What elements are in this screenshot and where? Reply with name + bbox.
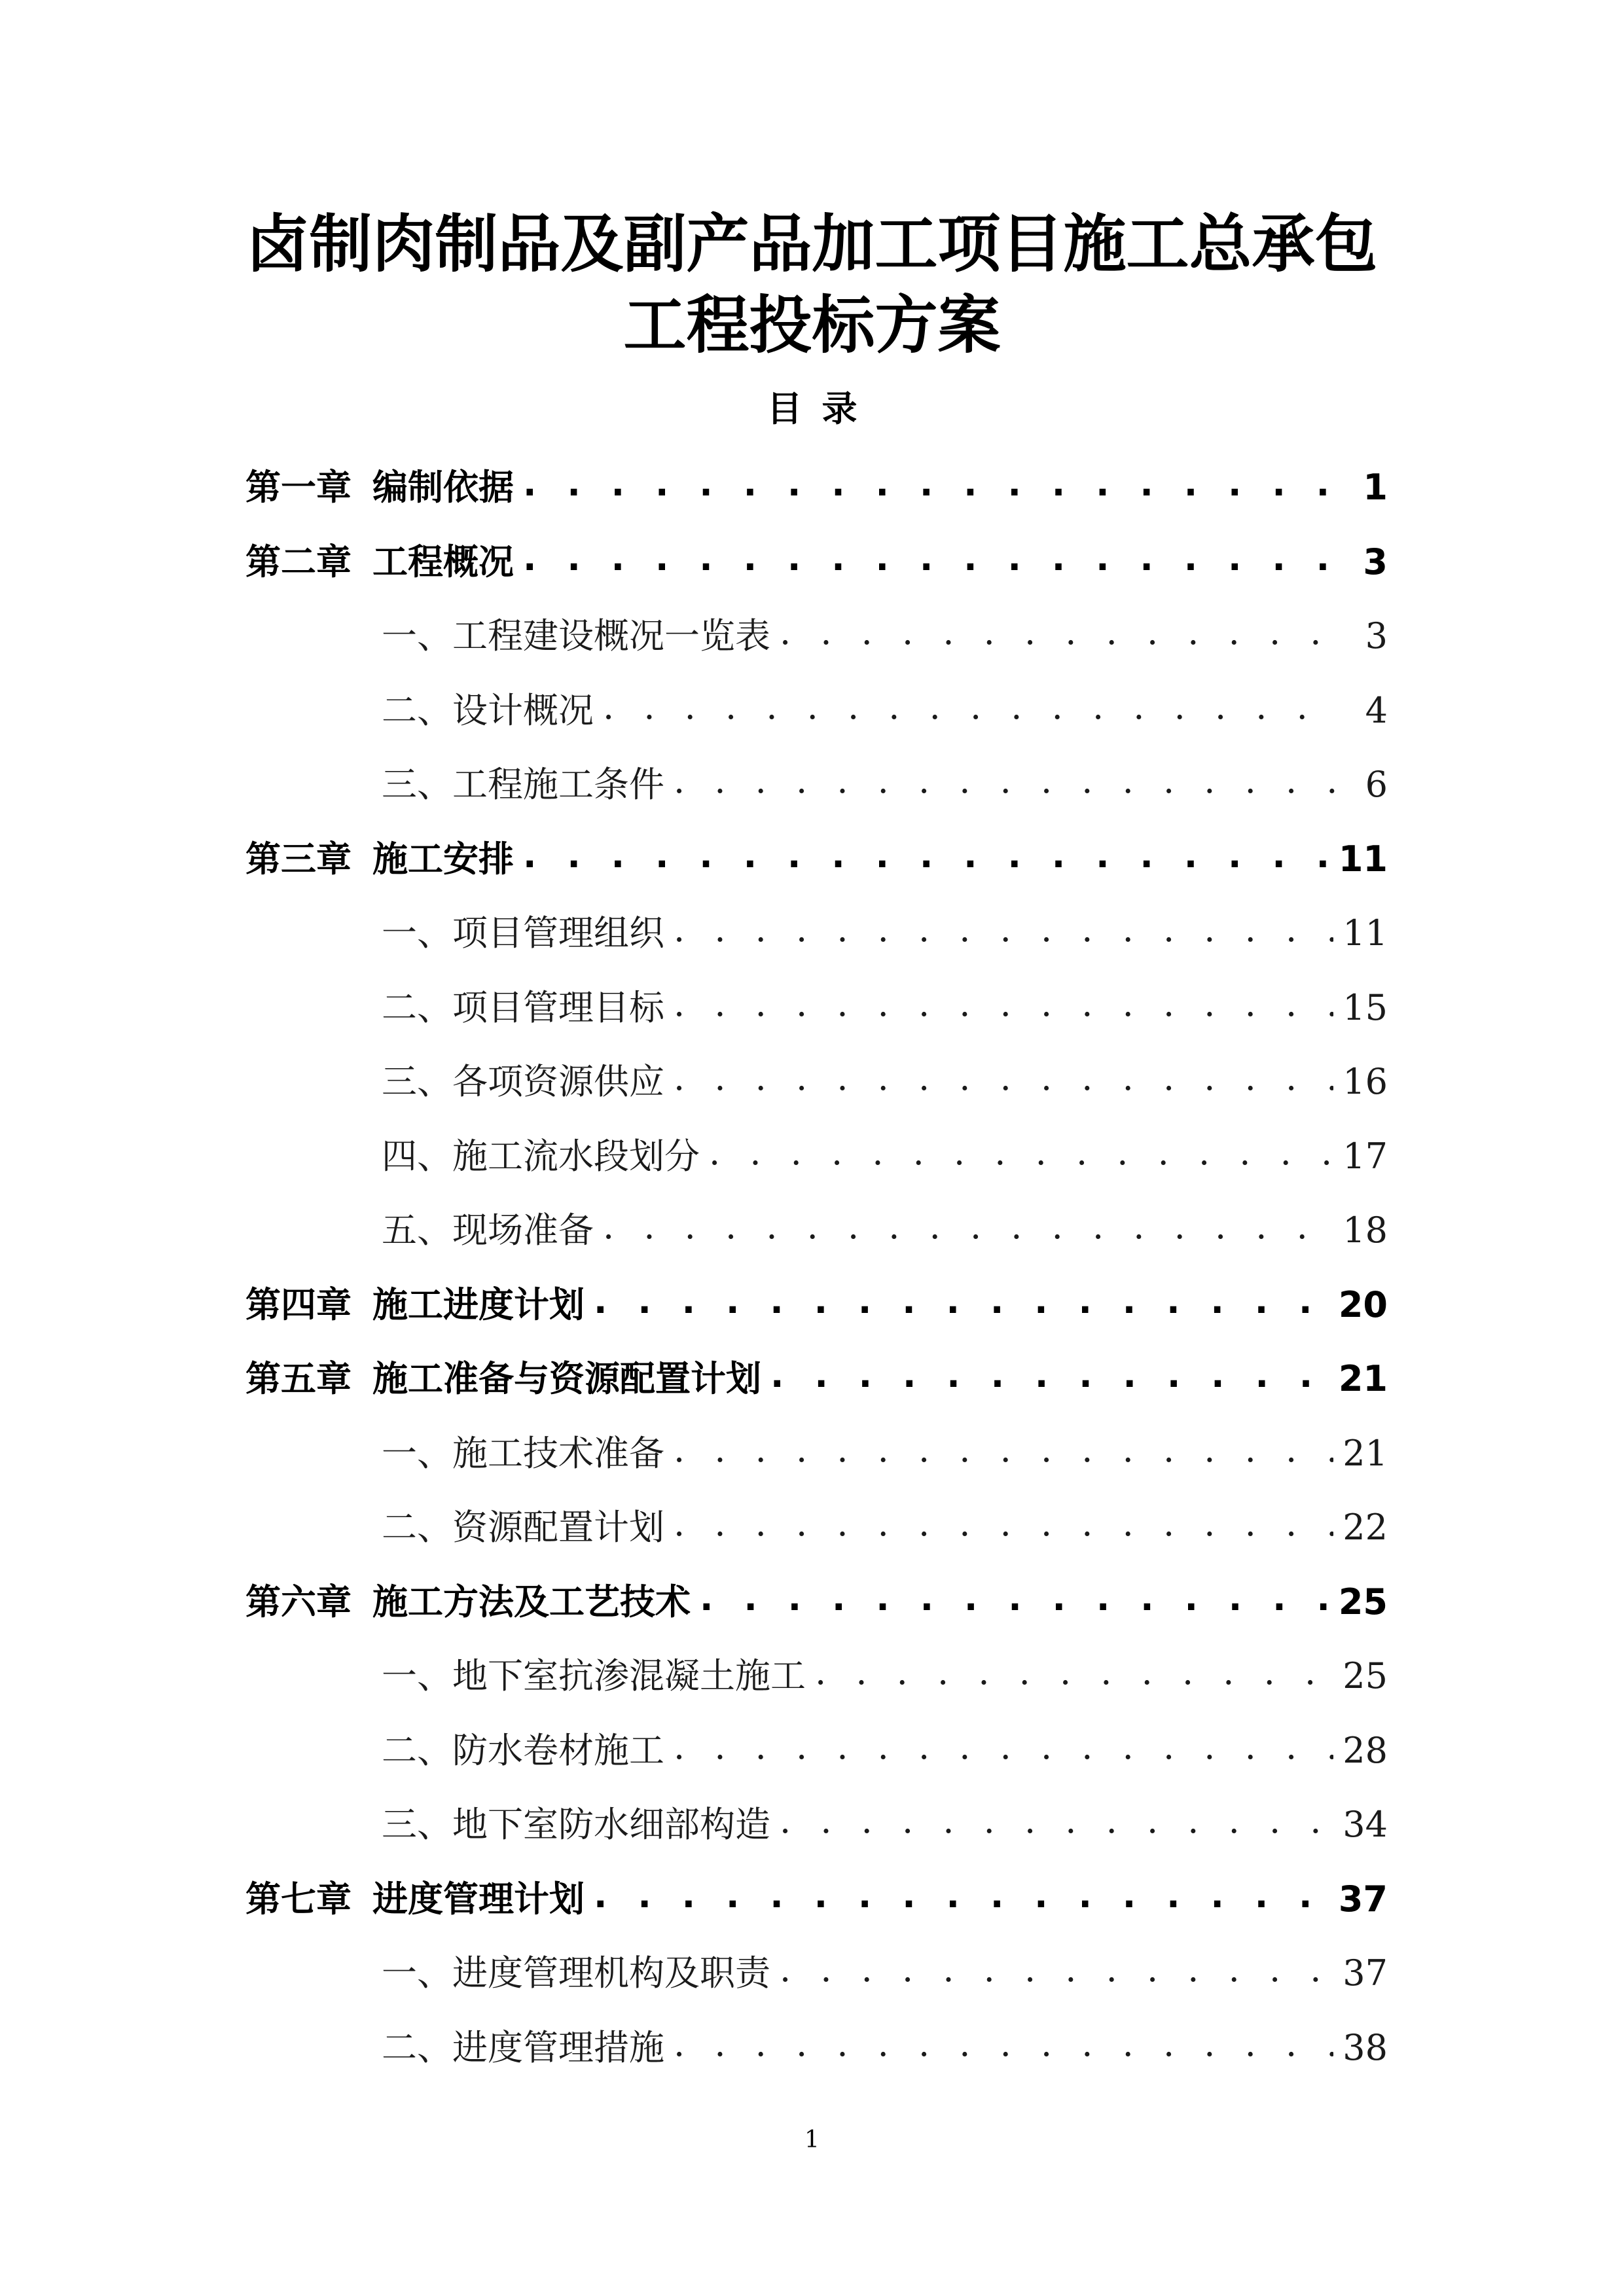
toc-section-entry[interactable] bbox=[245, 747, 1388, 822]
toc-page-number: 25 bbox=[1338, 1581, 1388, 1623]
toc-section-entry[interactable] bbox=[245, 1713, 1388, 1788]
toc-page-number: 1 bbox=[1363, 467, 1388, 508]
toc-dot-leader bbox=[523, 446, 1339, 521]
toc-page-number: 22 bbox=[1343, 1507, 1388, 1548]
toc-chapter-entry[interactable] bbox=[245, 1342, 1388, 1416]
toc-page-number: 16 bbox=[1343, 1061, 1388, 1102]
toc-entry-label: 二、设计概况 bbox=[382, 689, 594, 731]
toc-dot-leader bbox=[603, 670, 1339, 744]
toc-page-number: 21 bbox=[1343, 1432, 1388, 1474]
toc-section-entry[interactable] bbox=[245, 1639, 1388, 1713]
toc-section-entry[interactable] bbox=[245, 1045, 1388, 1119]
toc-chapter-entry[interactable] bbox=[245, 1565, 1388, 1640]
toc-page-number: 6 bbox=[1365, 764, 1388, 805]
toc-page-number: 18 bbox=[1343, 1210, 1388, 1251]
toc-dot-leader bbox=[674, 744, 1339, 818]
toc-section-entry[interactable] bbox=[245, 1119, 1388, 1194]
toc-page-number: 11 bbox=[1338, 838, 1388, 880]
toc-entry-label: 四、施工流水段划分 bbox=[382, 1135, 700, 1177]
toc-entry-label: 工程概况 bbox=[372, 541, 514, 583]
toc-dot-leader bbox=[523, 521, 1339, 596]
toc-dot-leader bbox=[709, 1115, 1333, 1190]
toc-section-entry[interactable] bbox=[245, 1490, 1388, 1565]
toc-section-entry[interactable] bbox=[245, 1416, 1388, 1491]
toc-page-number: 17 bbox=[1343, 1135, 1388, 1177]
toc-section-entry[interactable] bbox=[245, 599, 1388, 673]
toc-entry-label: 三、地下室防水细部构造 bbox=[382, 1804, 770, 1845]
toc-entry-label: 二、项目管理目标 bbox=[382, 986, 664, 1028]
document-title-line-2: 工程投标方案 bbox=[623, 289, 1001, 362]
toc-entry-label: 进度管理计划 bbox=[372, 1878, 585, 1920]
toc-page-number: 37 bbox=[1338, 1878, 1388, 1920]
toc-entry-label: 一、工程建设概况一览表 bbox=[382, 615, 770, 656]
toc-chapter-number: 第六章 bbox=[245, 1581, 352, 1623]
toc-entry-label: 三、工程施工条件 bbox=[382, 764, 664, 805]
toc-entry-label: 施工准备与资源配置计划 bbox=[372, 1358, 761, 1399]
toc-entry-label: 二、资源配置计划 bbox=[382, 1507, 664, 1548]
toc-section-entry[interactable] bbox=[245, 1936, 1388, 2011]
toc-dot-leader bbox=[523, 818, 1329, 893]
document-title-line-1: 卤制肉制品及副产品加工项目施工总承包 bbox=[246, 207, 1378, 281]
toc-dot-leader bbox=[603, 1189, 1333, 1264]
toc-heading: 目录 bbox=[767, 388, 877, 429]
toc-entry-label: 二、防水卷材施工 bbox=[382, 1729, 664, 1771]
toc-chapter-entry[interactable] bbox=[245, 1268, 1388, 1342]
toc-entry-label: 二、进度管理措施 bbox=[382, 2026, 664, 2068]
toc-section-entry[interactable] bbox=[245, 1787, 1388, 1862]
toc-page-number: 3 bbox=[1363, 541, 1388, 583]
toc-entry-label: 五、现场准备 bbox=[382, 1210, 594, 1251]
toc-section-entry[interactable] bbox=[245, 971, 1388, 1045]
toc-page-number: 25 bbox=[1343, 1655, 1388, 1696]
toc-page-number: 37 bbox=[1343, 1952, 1388, 1994]
toc-entry-label: 一、进度管理机构及职责 bbox=[382, 1952, 770, 1994]
toc-dot-leader bbox=[674, 1041, 1333, 1115]
toc-entry-label: 施工方法及工艺技术 bbox=[372, 1581, 691, 1623]
table-of-contents bbox=[245, 450, 1388, 2085]
toc-page-number: 34 bbox=[1343, 1804, 1388, 1845]
toc-dot-leader bbox=[780, 1932, 1333, 2007]
toc-entry-label: 施工进度计划 bbox=[372, 1283, 585, 1325]
toc-page-number: 4 bbox=[1365, 689, 1388, 731]
toc-section-entry[interactable] bbox=[245, 1193, 1388, 1268]
toc-entry-label: 编制依据 bbox=[372, 467, 514, 508]
toc-entry-label: 一、项目管理组织 bbox=[382, 912, 664, 954]
toc-chapter-entry[interactable] bbox=[245, 450, 1388, 525]
toc-page-number: 20 bbox=[1338, 1283, 1388, 1325]
toc-entry-label: 一、施工技术准备 bbox=[382, 1432, 664, 1474]
toc-chapter-number: 第三章 bbox=[245, 838, 352, 880]
toc-page-number: 21 bbox=[1338, 1358, 1388, 1399]
toc-page-number: 15 bbox=[1343, 986, 1388, 1028]
toc-dot-leader bbox=[594, 1264, 1329, 1338]
toc-section-entry[interactable] bbox=[245, 673, 1388, 748]
toc-dot-leader bbox=[674, 1412, 1333, 1487]
toc-section-entry[interactable] bbox=[245, 2011, 1388, 2085]
toc-page-number: 3 bbox=[1365, 615, 1388, 656]
toc-chapter-number: 第二章 bbox=[245, 541, 352, 583]
toc-page-number: 11 bbox=[1343, 912, 1388, 954]
toc-dot-leader bbox=[700, 1561, 1329, 1636]
toc-dot-leader bbox=[815, 1635, 1333, 1710]
toc-chapter-number: 第一章 bbox=[245, 467, 352, 508]
toc-chapter-entry[interactable] bbox=[245, 822, 1388, 897]
toc-page-number: 38 bbox=[1343, 2026, 1388, 2068]
toc-dot-leader bbox=[594, 1858, 1329, 1933]
toc-dot-leader bbox=[780, 1784, 1333, 1858]
toc-dot-leader bbox=[674, 967, 1333, 1041]
toc-chapter-number: 第四章 bbox=[245, 1283, 352, 1325]
toc-dot-leader bbox=[674, 892, 1333, 967]
toc-page-number: 28 bbox=[1343, 1729, 1388, 1771]
toc-chapter-number: 第五章 bbox=[245, 1358, 352, 1399]
toc-section-entry[interactable] bbox=[245, 896, 1388, 971]
toc-chapter-entry[interactable] bbox=[245, 525, 1388, 600]
toc-entry-label: 施工安排 bbox=[372, 838, 514, 880]
toc-dot-leader bbox=[674, 1710, 1333, 1784]
toc-dot-leader bbox=[770, 1338, 1329, 1412]
toc-dot-leader bbox=[674, 2007, 1333, 2081]
page-number: 1 bbox=[804, 2126, 820, 2153]
toc-dot-leader bbox=[674, 1486, 1333, 1561]
toc-chapter-number: 第七章 bbox=[245, 1878, 352, 1920]
toc-chapter-entry[interactable] bbox=[245, 1862, 1388, 1937]
toc-dot-leader bbox=[780, 595, 1339, 670]
toc-entry-label: 三、各项资源供应 bbox=[382, 1061, 664, 1102]
toc-entry-label: 一、地下室抗渗混凝土施工 bbox=[382, 1655, 806, 1696]
